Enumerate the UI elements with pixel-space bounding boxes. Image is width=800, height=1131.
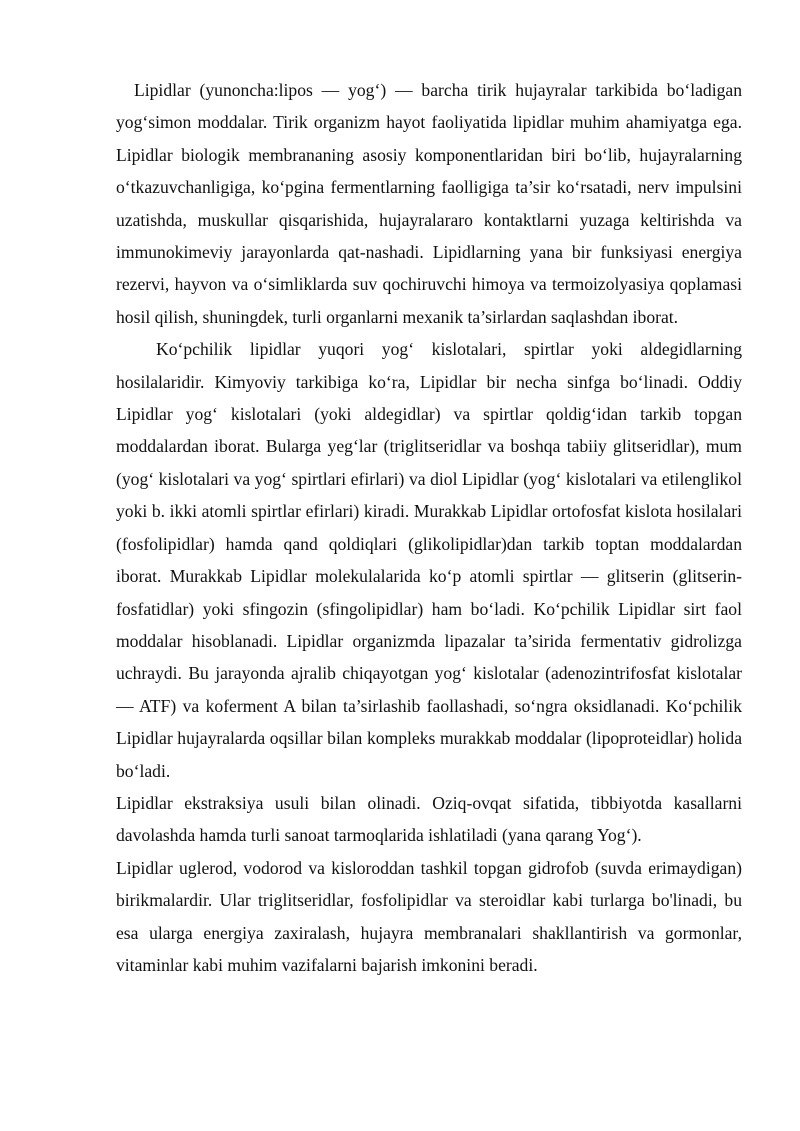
paragraph-summary: Lipidlar uglerod, vodorod va kisloroddan tashkil topgan gidrofob (suvda erimaydigan) birikmalardir. Ular triglitseridlar, fosfolipidlar va steroidlar kabi turlarga bo'linadi, bu esa ularga energiya zaxiralash, hujayra membranalari shakllantirish va gormonlar, vitaminlar kabi muhim vazifalarni bajarish imkonini beradi. [116,857,742,975]
paragraph-classification: Ko‘pchilik lipidlar yuqori yog‘ kislotalari, spirtlar yoki aldegidlarning hosilalaridir. Kimyoviy tarkibiga ko‘ra, Lipidlar bir necha sinfga bo‘linadi. Oddiy Lipidlar yog‘ kislotalari (yoki aldegidlar) va spirtlar qoldig‘idan tarkib topgan moddalardan iborat. Bularga yeg‘lar (triglitseridlar va boshqa tabiiy glitseridlar), mum (yog‘ kislotalari va yog‘ spirtlari efirlari) va diol Lipidlar (yog‘ kislotalari va etilenglikol yoki b. ikki atomli spirtlar efirlari) kiradi. Murakkab Lipidlar ortofosfat kislota hosilalari (fosfolipidlar) hamda qand qoldiqlari (glikolipidlar)dan tarkib toptan moddalardan iborat. Murakkab Lipidlar molekulalarida ko‘p atomli spirtlar — glitserin (glitserin-fosfatidlar) yoki sfingozin (sfingolipidlar) ham bo‘ladi. Ko‘pchilik Lipidlar sirt faol moddalar hisoblanadi. Lipidlar organizmda lipazalar ta’sirida fermentativ gidrolizga uchraydi. Bu jarayonda ajralib chiqayotgan yog‘ kislotalar (adenozintrifosfat kislotalar — ATF) va koferment A bilan ta’sirlashib faollashadi, so‘ngra oksidlanadi. Ko‘pchilik Lipidlar hujayralarda oqsillar bilan kompleks murakkab moddalar (lipoproteidlar) holida bo‘ladi. [116,339,742,781]
paragraph-intro: Lipidlar (yunoncha:lipos — yog‘) — barcha tirik hujayralar tarkibida bo‘ladigan yog‘simon moddalar. Tirik organizm hayot faoliyatida lipidlar muhim ahamiyatga ega. Lipidlar biologik membrananing asosiy komponentlaridan biri bo‘lib, hujayralarning o‘tkazuvchanligiga, ko‘pgina fermentlarning faolligiga ta’sir ko‘rsatadi, nerv impulsini uzatishda, muskullar qisqarishida, hujayralararo kontaktlarni yuzaga keltirishda va immunokimeviy jarayonlarda qat-nashadi. Lipidlarning yana bir funksiyasi energiya rezervi, hayvon va o‘simliklarda suv qochiruvchi himoya va termoizolyasiya qoplamasi hosil qilish, shuningdek, turli organlarni mexanik ta’sirlardan saqlashdan iborat. [116,80,742,327]
document-page [116,74,742,981]
paragraph-extraction: Lipidlar ekstraksiya usuli bilan olinadi. Oziq-ovqat sifatida, tibbiyotda kasallarni davolashda hamda turli sanoat tarmoqlarida ishlatiladi (yana qarang Yog‘). [116,792,742,846]
